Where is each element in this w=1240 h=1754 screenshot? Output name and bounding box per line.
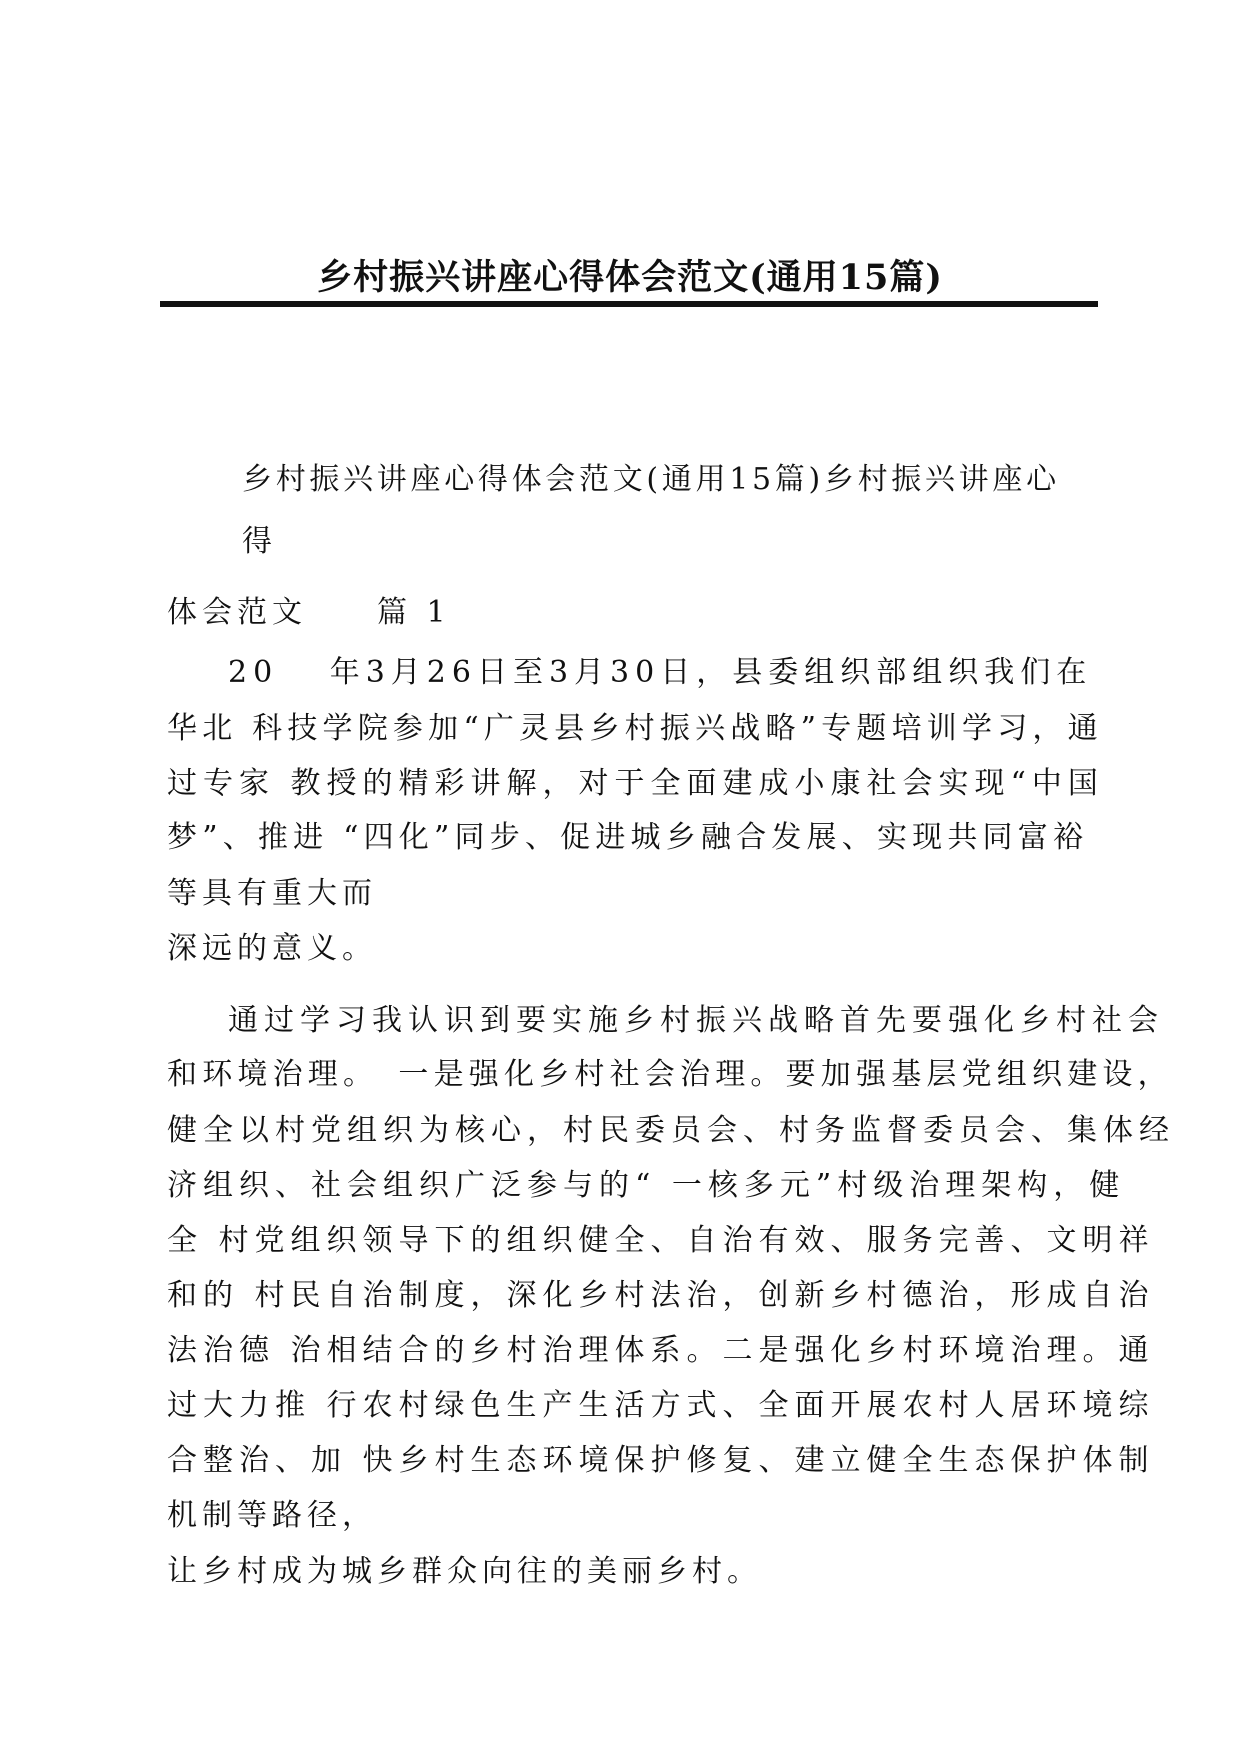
- title-underline: [160, 301, 1098, 307]
- text-line: 乡村振兴讲座心得体会范文(通用15篇)乡村振兴讲座心: [242, 462, 1060, 497]
- text-line: 济组织、社会组织广泛参与的“ 一核多元”村级治理架构，健: [167, 1168, 1126, 1203]
- text-line: 和的 村民自治制度，深化乡村法治，创新乡村德治，形成自治: [167, 1278, 1155, 1313]
- text-line: 梦”、推进 “四化”同步、促进城乡融合发展、实现共同富裕: [167, 820, 1089, 855]
- text-line: 法治德 治相结合的乡村治理体系。二是强化乡村环境治理。通: [167, 1333, 1155, 1368]
- text-line: 等具有重大而: [167, 876, 377, 911]
- text-line: 过大力推 行农村绿色生产生活方式、全面开展农村人居环境综: [167, 1388, 1155, 1423]
- text-line: 合整治、加 快乡村生态环境保护修复、建立健全生态保护体制: [167, 1443, 1155, 1478]
- text-line: 机制等路径，: [167, 1498, 377, 1533]
- text-line: 华北 科技学院参加“广灵县乡村振兴战略”专题培训学习，通: [167, 711, 1103, 746]
- text-line: 和环境治理。 一是强化乡村社会治理。要加强基层党组织建设，: [167, 1057, 1173, 1092]
- document-title: 乡村振兴讲座心得体会范文(通用15篇): [317, 257, 943, 298]
- text-line: 健全以村党组织为核心，村民委员会、村务监督委员会、集体经: [167, 1113, 1175, 1148]
- text-line: 20 年3月26日至3月30日，县委组织部组织我们在: [228, 655, 1093, 690]
- text-line: 深远的意义。: [167, 931, 377, 966]
- text-line: 得: [242, 524, 276, 559]
- text-line: 让乡村成为城乡群众向往的美丽乡村。: [167, 1554, 762, 1589]
- text-line: 全 村党组织领导下的组织健全、自治有效、服务完善、文明祥: [167, 1223, 1155, 1258]
- text-line: 通过学习我认识到要实施乡村振兴战略首先要强化乡村社会: [228, 1003, 1164, 1038]
- text-line: 过专家 教授的精彩讲解，对于全面建成小康社会实现“中国: [167, 766, 1104, 801]
- text-line: 体会范文 篇 1: [167, 595, 451, 630]
